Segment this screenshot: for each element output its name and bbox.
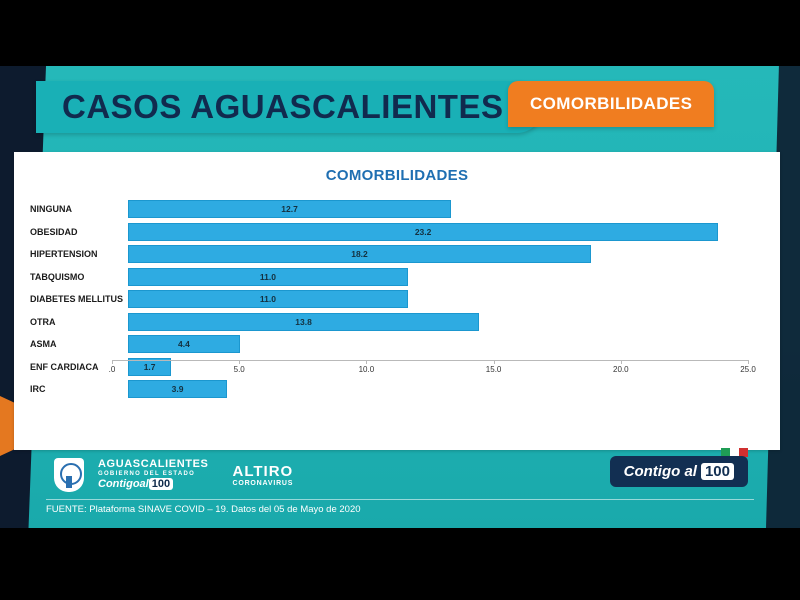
bar-value-label: 4.4	[178, 339, 190, 349]
category-label: IRC	[30, 384, 46, 394]
bar-chart-plot	[30, 196, 764, 428]
category-label: DIABETES MELLITUS	[30, 294, 124, 304]
bar-value-label: 18.2	[351, 249, 368, 259]
x-axis-tick	[494, 360, 495, 364]
footer-logo-group	[54, 458, 293, 492]
x-axis-tick-label: 20.0	[613, 365, 629, 374]
x-axis-tick-label: .0	[108, 365, 116, 374]
slide-title-banner	[36, 81, 543, 133]
category-label: TABQUISMO	[30, 271, 85, 282]
chart-bar-row	[30, 266, 764, 288]
section-tag-banner	[508, 81, 714, 127]
category-label: NINGUNA	[30, 204, 72, 214]
bar-track	[128, 288, 764, 310]
source-bar	[46, 499, 754, 515]
section-tag-label: COMORBILIDADES	[530, 94, 693, 113]
presentation-slide	[0, 66, 800, 528]
x-axis-tick	[112, 360, 113, 364]
x-axis-tick	[366, 360, 367, 364]
x-axis-tick	[621, 360, 622, 364]
x-axis-tick-label: 5.0	[233, 365, 245, 374]
bar-value-label: 3.9	[171, 384, 184, 394]
gov-name-label: AGUASCALIENTES	[98, 457, 209, 470]
bar-track	[128, 198, 764, 220]
category-label: OBESIDAD	[30, 226, 78, 237]
chart-bar-row	[30, 288, 764, 310]
bar-value-label: 1.7	[143, 361, 156, 372]
chart-bar-row	[30, 243, 764, 265]
category-label: OTRA	[30, 316, 56, 327]
chart-bar-row	[30, 221, 764, 243]
gov-sub-label: GOBIERNO DEL ESTADO	[98, 470, 196, 477]
bar-track	[128, 221, 764, 243]
altiro-logo	[232, 463, 293, 487]
bar-track	[128, 243, 764, 265]
gov-slogan-word: Contigo	[98, 478, 140, 491]
category-label: HIPERTENSION	[30, 249, 98, 259]
altiro-title: ALTIRO	[232, 463, 294, 480]
x-axis-line	[112, 360, 748, 361]
bar-track	[128, 333, 764, 355]
category-label: ASMA	[30, 339, 57, 349]
bar-track	[128, 266, 764, 288]
contigo-badge-label: Contigo al	[623, 463, 697, 480]
government-wordmark	[98, 459, 208, 491]
bar-value-label: 23.2	[414, 226, 432, 237]
chart-bar-row	[30, 333, 764, 355]
x-axis-tick-label: 15.0	[485, 365, 502, 374]
contigo-al-100-badge	[610, 456, 748, 487]
gov-slogan	[98, 479, 208, 491]
source-text: FUENTE: Plataforma SINAVE COVID – 19. Datos del 05 de Mayo de 2020	[46, 504, 361, 515]
contigo-badge-number: 100	[701, 463, 734, 480]
chart-card	[14, 152, 780, 450]
altiro-subtitle: CORONAVIRUS	[232, 480, 294, 487]
bar-value-label: 11.0	[259, 271, 276, 282]
bar-value-label: 12.7	[281, 204, 298, 214]
bar-track	[128, 311, 764, 333]
x-axis	[108, 360, 756, 384]
gov-slogan-num: 100	[149, 478, 173, 490]
x-axis-tick-label: 10.0	[358, 365, 375, 374]
x-axis-tick	[239, 360, 240, 364]
x-axis-tick	[748, 360, 749, 364]
chart-title: COMORBILIDADES	[325, 167, 469, 184]
bar-value-label: 13.8	[295, 316, 312, 327]
category-label: ENF CARDIACA	[30, 361, 99, 372]
gov-slogan-small: al	[139, 478, 149, 491]
x-axis-tick-label: 25.0	[740, 365, 756, 374]
chart-bar-row	[30, 198, 764, 220]
bar-value-label: 11.0	[259, 294, 276, 304]
government-seal-icon	[54, 458, 84, 492]
page-title: CASOS AGUASCALIENTES	[62, 88, 504, 125]
chart-bar-row	[30, 311, 764, 333]
